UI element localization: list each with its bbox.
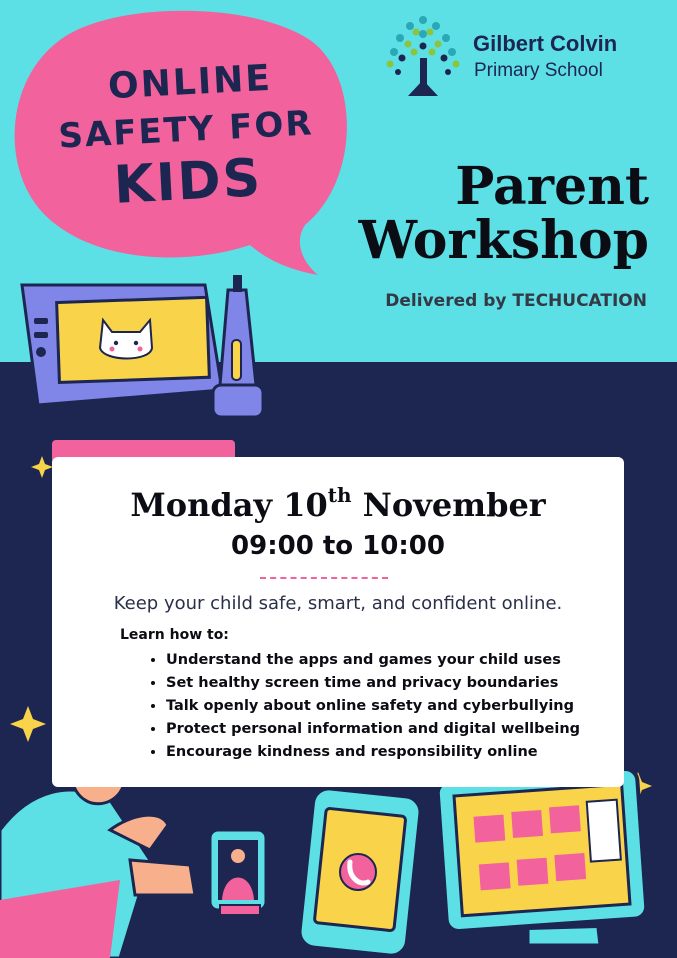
list-item: • Talk openly about online safety and cyberbullying [166,695,580,718]
list-item: • Encourage kindness and responsibility online [166,741,580,764]
learn-list [148,649,580,764]
workshop-title-line-1: Parent [455,156,649,217]
workshop-title-line-2: Workshop [358,210,649,271]
tripod-phone-icon [210,830,268,958]
tablet-app-icon [437,768,647,945]
delivered-by: Delivered by TECHUCATION [385,291,647,311]
school-subtitle: Primary School [474,60,603,81]
phone-call-icon [298,787,422,957]
list-item: • Set healthy screen time and privacy boundaries [166,672,580,695]
school-name: Gilbert Colvin [473,31,618,56]
list-item: • Protect personal information and digital wellbeing [166,718,580,741]
tagline: Keep your child safe, smart, and confident online. [113,593,563,614]
stylus-icon [213,275,263,417]
event-time: 09:00 to 10:00 [231,531,445,561]
title-line-1: ONLINE [107,57,273,108]
title-line-2: SAFETY FOR [57,103,315,157]
event-card [52,457,624,787]
list-item: • Understand the apps and games your child uses [166,649,580,672]
divider [260,577,388,579]
title-line-3: KIDS [112,148,264,216]
learn-heading: Learn how to: [120,627,229,643]
event-date: Monday 10th November [130,483,546,524]
